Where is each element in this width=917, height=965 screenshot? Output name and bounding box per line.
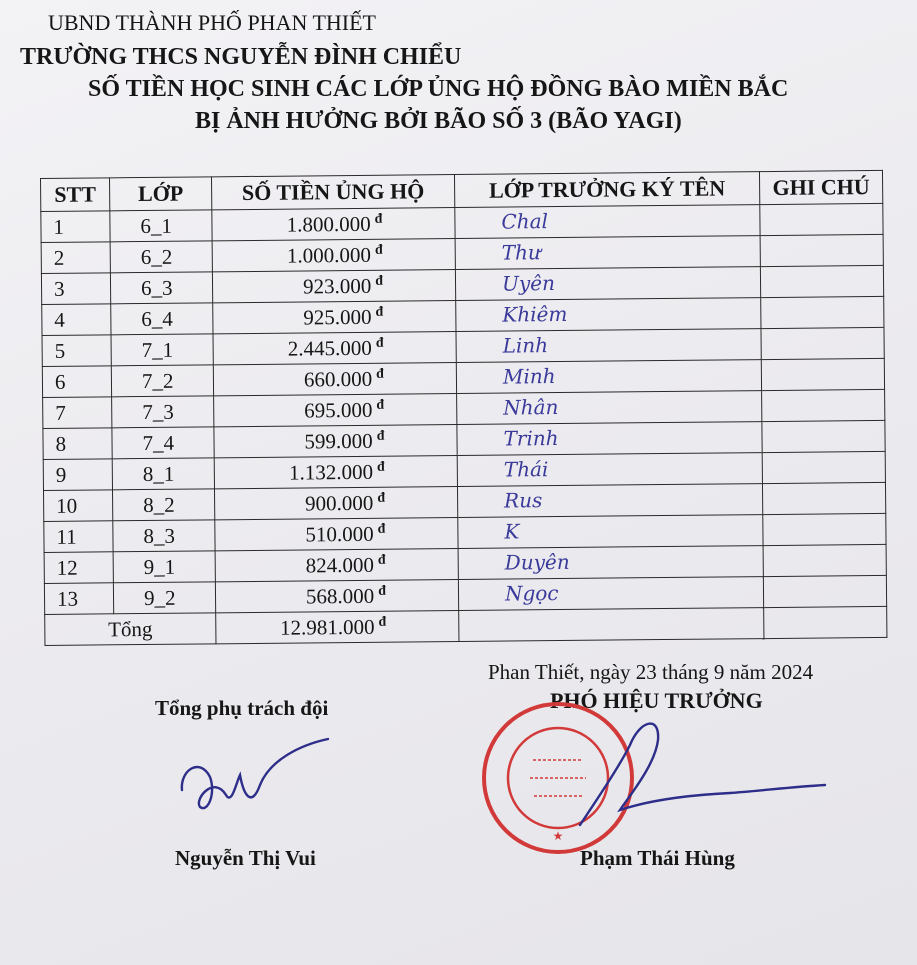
row-signature-cell bbox=[456, 329, 761, 363]
row-amount: 925.000 bbox=[303, 304, 372, 329]
team-leader-title: Tổng phụ trách đội bbox=[155, 696, 329, 720]
row-amount: 568.000 bbox=[305, 583, 375, 608]
row-signature-cell bbox=[455, 236, 760, 270]
row-amount-cell bbox=[213, 301, 456, 334]
row-note bbox=[763, 575, 886, 607]
currency-symbol: đ bbox=[376, 428, 385, 444]
row-amount-cell bbox=[214, 456, 457, 489]
row-class: 7_1 bbox=[111, 334, 213, 366]
row-class: 8_1 bbox=[112, 458, 214, 490]
currency-symbol: đ bbox=[378, 583, 387, 599]
currency-symbol: đ bbox=[377, 552, 386, 568]
row-amount: 1.000.000 bbox=[286, 242, 372, 268]
currency-symbol: đ bbox=[375, 335, 384, 351]
row-note bbox=[762, 389, 885, 421]
currency-symbol: đ bbox=[378, 614, 387, 630]
total-amount: 12.981.000 bbox=[279, 614, 375, 640]
row-class: 8_3 bbox=[113, 520, 215, 552]
date-line: Phan Thiết, ngày 23 tháng 9 năm 2024 bbox=[488, 660, 814, 684]
currency-symbol: đ bbox=[374, 242, 383, 258]
row-amount-cell bbox=[213, 332, 456, 365]
row-signature-cell bbox=[458, 515, 763, 549]
handwritten-signature: Ngọc bbox=[504, 581, 559, 606]
total-amount-cell bbox=[216, 611, 459, 644]
row-amount: 2.445.000 bbox=[287, 335, 372, 361]
row-class: 7_3 bbox=[112, 396, 214, 428]
currency-symbol: đ bbox=[375, 273, 384, 289]
doc-title-line2: BỊ ẢNH HƯỞNG BỞI BÃO SỐ 3 (BÃO YAGI) bbox=[195, 108, 682, 134]
row-stt: 13 bbox=[44, 583, 113, 615]
school-name: TRƯỜNG THCS NGUYỄN ĐÌNH CHIỂU bbox=[20, 44, 462, 70]
row-note bbox=[760, 234, 883, 266]
row-signature-cell bbox=[457, 453, 762, 487]
row-note bbox=[763, 513, 886, 545]
row-amount-cell bbox=[215, 549, 458, 582]
handwritten-signature: Uyên bbox=[501, 271, 556, 296]
handwritten-signature: K bbox=[504, 519, 520, 544]
currency-symbol: đ bbox=[375, 304, 384, 320]
col-header-signature: LỚP TRƯỞNG KÝ TÊN bbox=[454, 172, 759, 208]
row-signature-cell bbox=[458, 546, 763, 580]
row-stt: 3 bbox=[41, 273, 110, 305]
row-stt: 2 bbox=[41, 242, 110, 274]
currency-symbol: đ bbox=[374, 211, 383, 227]
row-amount: 1.132.000 bbox=[288, 459, 374, 485]
row-stt: 7 bbox=[43, 397, 112, 429]
row-stt: 11 bbox=[44, 521, 113, 553]
handwritten-signature: Duyên bbox=[504, 549, 570, 575]
total-signature-cell bbox=[459, 608, 764, 642]
org-line: UBND THÀNH PHỐ PHAN THIẾT bbox=[48, 10, 376, 35]
row-signature-cell bbox=[456, 298, 761, 332]
row-signature-cell bbox=[456, 360, 761, 394]
row-stt: 1 bbox=[41, 211, 110, 243]
row-stt: 10 bbox=[43, 490, 112, 522]
row-amount-cell bbox=[215, 580, 458, 613]
row-amount-cell bbox=[214, 487, 457, 520]
handwritten-signature: Nhân bbox=[503, 395, 559, 420]
right-signature bbox=[560, 705, 830, 845]
total-note-cell bbox=[764, 606, 887, 638]
left-signer-name: Nguyễn Thị Vui bbox=[175, 846, 316, 870]
row-note bbox=[762, 420, 885, 452]
row-amount: 599.000 bbox=[304, 428, 373, 453]
row-amount-cell bbox=[214, 425, 457, 458]
row-note bbox=[762, 482, 885, 514]
row-amount: 900.000 bbox=[304, 490, 374, 515]
currency-symbol: đ bbox=[376, 366, 384, 382]
row-signature-cell bbox=[457, 422, 762, 456]
row-signature-cell bbox=[457, 484, 762, 518]
row-amount-cell bbox=[213, 363, 456, 396]
row-note bbox=[761, 358, 884, 390]
row-class: 6_2 bbox=[110, 241, 212, 273]
row-stt: 5 bbox=[42, 335, 111, 367]
total-label: Tổng bbox=[45, 613, 216, 646]
row-note bbox=[763, 544, 886, 576]
row-stt: 9 bbox=[43, 459, 112, 491]
handwritten-signature: Trinh bbox=[503, 426, 559, 451]
row-amount-cell bbox=[212, 239, 455, 272]
left-signature bbox=[170, 735, 340, 825]
col-header-lop: LỚP bbox=[110, 177, 212, 211]
row-class: 9_1 bbox=[113, 551, 215, 583]
row-class: 8_2 bbox=[112, 489, 214, 521]
row-note bbox=[761, 296, 884, 328]
vice-principal-title: PHÓ HIỆU TRƯỞNG bbox=[550, 688, 763, 713]
row-amount-cell bbox=[212, 270, 455, 303]
col-header-amount: SỐ TIỀN ỦNG HỘ bbox=[211, 175, 454, 210]
row-stt: 12 bbox=[44, 552, 113, 584]
row-amount: 1.800.000 bbox=[286, 211, 371, 237]
row-signature-cell bbox=[458, 577, 763, 611]
handwritten-signature: Thư bbox=[501, 240, 541, 265]
row-class: 6_4 bbox=[111, 303, 213, 335]
row-note bbox=[762, 451, 885, 483]
donation-table bbox=[40, 170, 887, 646]
row-class: 6_1 bbox=[110, 210, 212, 242]
row-amount: 695.000 bbox=[304, 397, 373, 422]
currency-symbol: đ bbox=[377, 521, 386, 537]
doc-title-line1: SỐ TIỀN HỌC SINH CÁC LỚP ỦNG HỘ ĐỒNG BÀO MIỀN BẮC bbox=[88, 76, 789, 102]
handwritten-signature: Minh bbox=[502, 364, 556, 389]
row-amount-cell bbox=[215, 518, 458, 551]
currency-symbol: đ bbox=[376, 397, 385, 413]
row-note bbox=[760, 265, 883, 297]
handwritten-signature: Khiêm bbox=[502, 301, 568, 327]
row-amount-cell bbox=[212, 208, 455, 241]
row-amount: 824.000 bbox=[305, 552, 375, 577]
row-class: 6_3 bbox=[110, 272, 212, 304]
row-stt: 6 bbox=[42, 366, 111, 398]
svg-text:★: ★ bbox=[552, 829, 564, 843]
col-header-stt: STT bbox=[41, 178, 110, 212]
handwritten-signature: Thái bbox=[503, 457, 549, 482]
handwritten-signature: Chal bbox=[501, 209, 549, 234]
row-signature-cell bbox=[455, 205, 760, 239]
row-signature-cell bbox=[457, 391, 762, 425]
row-class: 9_2 bbox=[113, 582, 215, 614]
row-note bbox=[761, 327, 884, 359]
row-amount-cell bbox=[214, 394, 457, 427]
row-stt: 4 bbox=[42, 304, 111, 336]
handwritten-signature: Rus bbox=[504, 488, 543, 513]
row-class: 7_2 bbox=[111, 365, 213, 397]
row-class: 7_4 bbox=[112, 427, 214, 459]
col-header-note: GHI CHÚ bbox=[759, 170, 882, 204]
row-amount: 923.000 bbox=[302, 273, 372, 298]
row-stt: 8 bbox=[43, 428, 112, 460]
currency-symbol: đ bbox=[377, 490, 386, 506]
row-amount: 510.000 bbox=[305, 521, 374, 546]
currency-symbol: đ bbox=[376, 459, 385, 475]
row-amount: 660.000 bbox=[303, 366, 373, 391]
handwritten-signature: Linh bbox=[502, 333, 549, 358]
row-signature-cell bbox=[455, 267, 760, 301]
row-note bbox=[760, 203, 883, 235]
right-signer-name: Phạm Thái Hùng bbox=[580, 846, 735, 870]
